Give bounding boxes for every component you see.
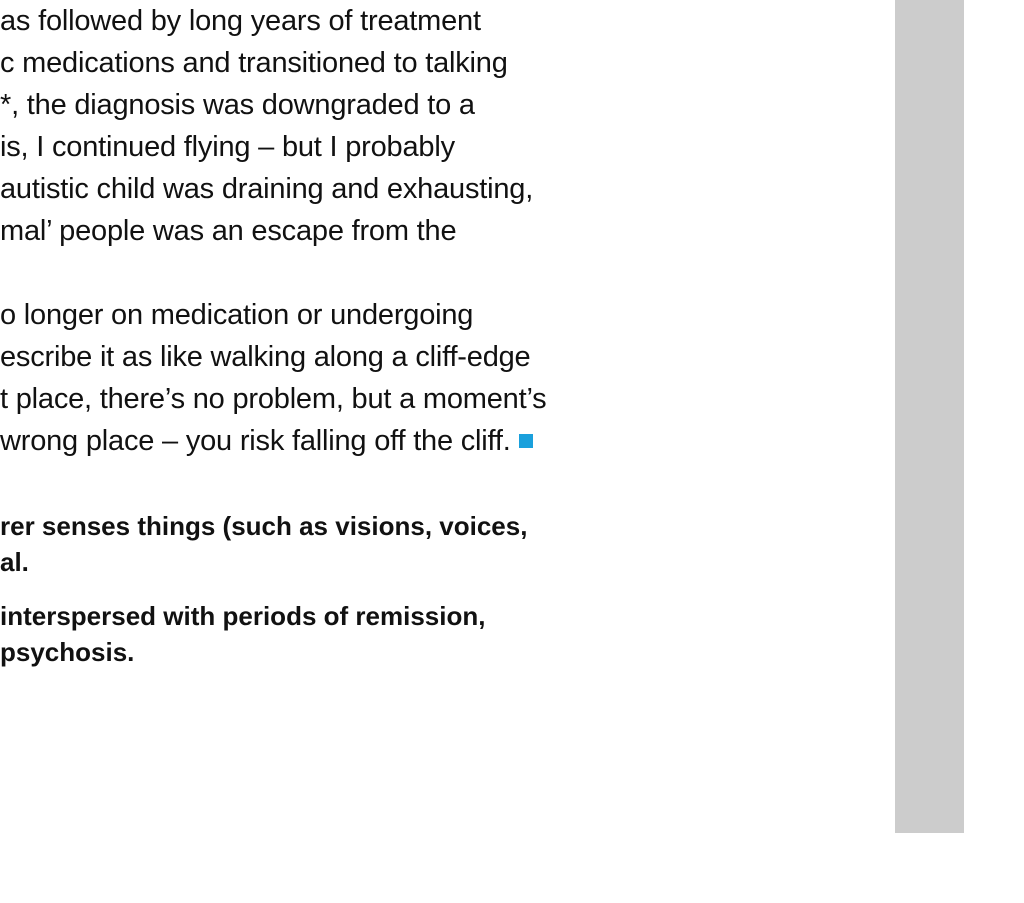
footnote-2 xyxy=(0,598,580,670)
text-line: autistic child was draining and exhausting, xyxy=(0,173,534,205)
footnote-1 xyxy=(0,508,580,580)
paragraph-spacer xyxy=(0,252,580,294)
footnotes xyxy=(0,508,580,688)
text-line: is, I continued flying – but I probably xyxy=(0,131,455,163)
text-line: c medications and transitioned to talking xyxy=(0,47,508,79)
footnote-line: al. xyxy=(0,547,29,577)
paragraph-2 xyxy=(0,294,580,462)
side-margin-bar xyxy=(895,0,964,833)
text-line: o longer on medication or undergoing xyxy=(0,299,474,331)
text-line: as followed by long years of treatment xyxy=(0,5,481,37)
end-of-article-square-icon xyxy=(519,434,533,448)
text-line: escribe it as like walking along a cliff-edge xyxy=(0,341,531,373)
footnote-line: rer senses things (such as visions, voices, xyxy=(0,511,528,541)
text-line-last xyxy=(0,420,580,462)
text-line: *, the diagnosis was downgraded to a xyxy=(0,89,475,121)
article-body xyxy=(0,0,580,462)
text-line-content: wrong place – you risk falling off the cliff. xyxy=(0,425,511,457)
paragraph-1 xyxy=(0,0,580,252)
text-line: t place, there’s no problem, but a moment’s xyxy=(0,383,547,415)
text-line: mal’ people was an escape from the xyxy=(0,215,457,247)
footnote-line: interspersed with periods of remission, xyxy=(0,601,486,631)
footnote-line: psychosis. xyxy=(0,637,135,667)
